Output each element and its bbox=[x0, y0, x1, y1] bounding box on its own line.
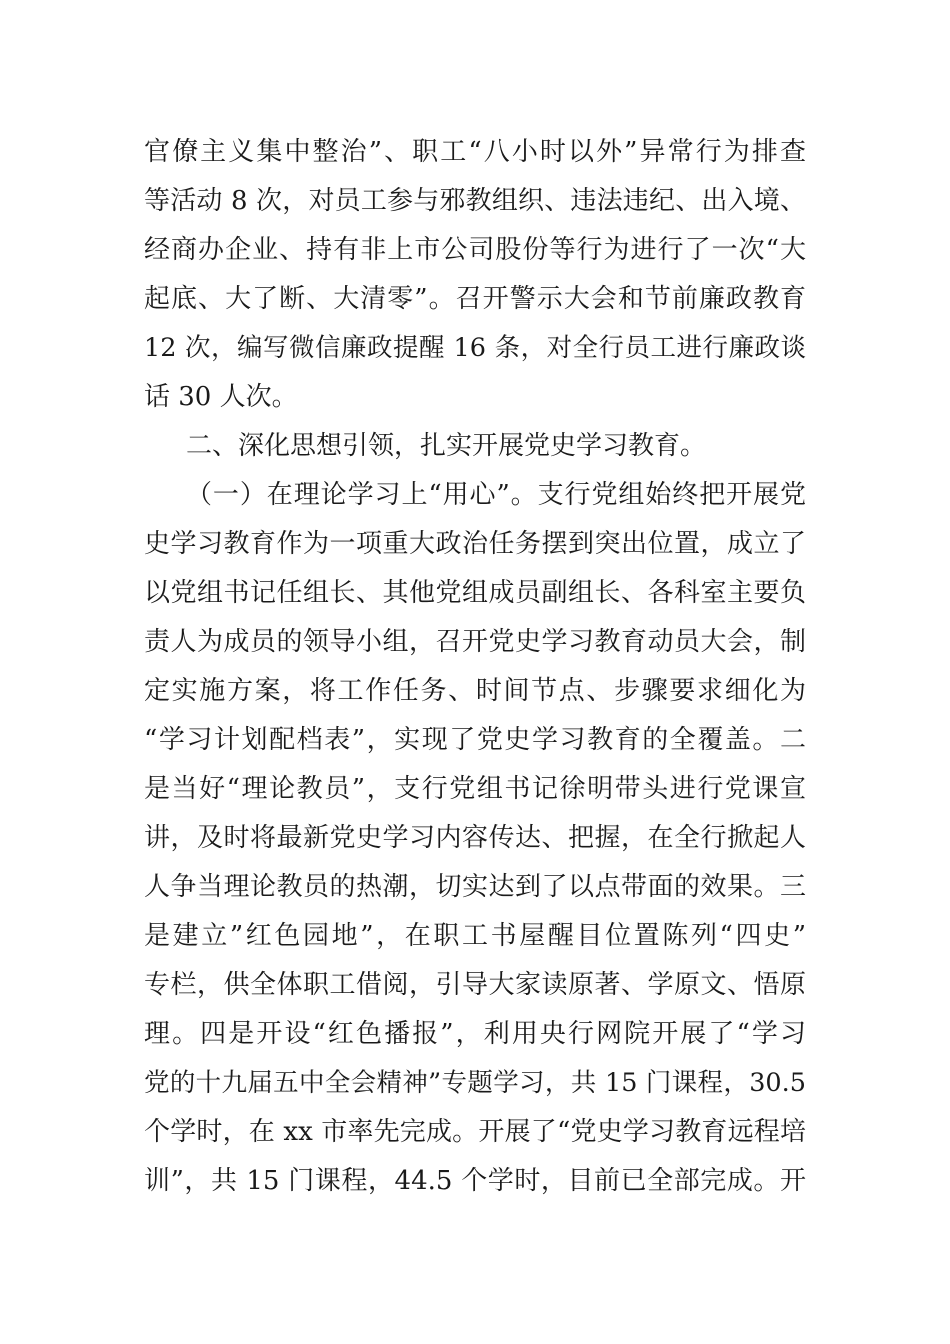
text-line: 官僚主义集中整治”、职工“八小时以外”异常行为排查 bbox=[144, 137, 806, 167]
text-line: 是建立”红色园地”，在职工书屋醒目位置陈列“四史” bbox=[144, 921, 806, 951]
text-line: 定实施方案，将工作任务、时间节点、步骤要求细化为 bbox=[144, 676, 806, 706]
text-line: 12 次，编写微信廉政提醒 16 条，对全行员工进行廉政谈 bbox=[144, 333, 806, 363]
text-line: 起底、大了断、大清零”。召开警示大会和节前廉政教育 bbox=[144, 284, 806, 314]
text-line: （一）在理论学习上“用心”。支行党组始终把开展党 bbox=[186, 480, 806, 510]
text-line: 史学习教育作为一项重大政治任务摆到突出位置，成立了 bbox=[144, 529, 806, 559]
text-line: 党的十九届五中全会精神”专题学习，共 15 门课程，30.5 bbox=[144, 1068, 806, 1098]
text-line: 二、深化思想引领，扎实开展党史学习教育。 bbox=[186, 431, 707, 461]
text-line: 人争当理论教员的热潮，切实达到了以点带面的效果。三 bbox=[144, 872, 806, 902]
text-line: 是当好“理论教员”，支行党组书记徐明带头进行党课宣 bbox=[144, 774, 806, 804]
body-text bbox=[144, 128, 806, 1206]
text-line: “学习计划配档表”，实现了党史学习教育的全覆盖。二 bbox=[144, 725, 806, 755]
text-line: 理。四是开设“红色播报”，利用央行网院开展了“学习 bbox=[144, 1019, 806, 1049]
text-line: 经商办企业、持有非上市公司股份等行为进行了一次“大 bbox=[144, 235, 806, 265]
text-line: 等活动 8 次，对员工参与邪教组织、违法违纪、出入境、 bbox=[144, 186, 806, 216]
text-line: 以党组书记任组长、其他党组成员副组长、各科室主要负 bbox=[144, 578, 806, 608]
text-line: 责人为成员的领导小组，召开党史学习教育动员大会，制 bbox=[144, 627, 806, 657]
text-line: 话 30 人次。 bbox=[144, 382, 298, 412]
text-line: 个学时，在 xx 市率先完成。开展了“党史学习教育远程培 bbox=[144, 1117, 806, 1147]
text-line: 讲，及时将最新党史学习内容传达、把握，在全行掀起人 bbox=[144, 823, 806, 853]
text-line: 训”，共 15 门课程，44.5 个学时，目前已全部完成。开 bbox=[144, 1166, 806, 1196]
text-line: 专栏，供全体职工借阅，引导大家读原著、学原文、悟原 bbox=[144, 970, 806, 1000]
